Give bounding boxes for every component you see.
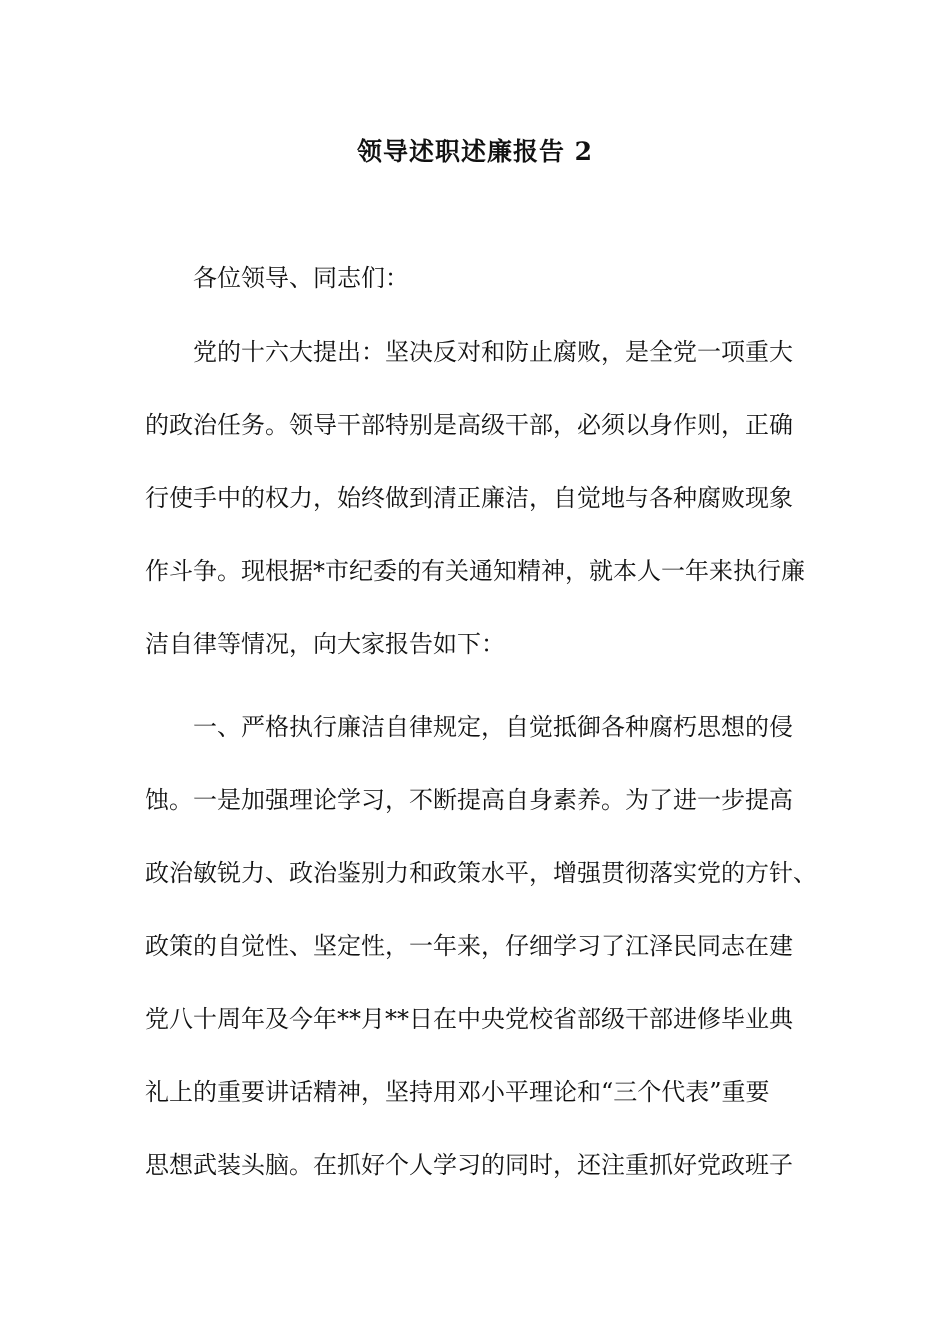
paragraph-line: 政治敏锐力、政治鉴别力和政策水平，增强贯彻落实党的方针、 [145, 859, 817, 887]
paragraph-line: 作斗争。现根据*市纪委的有关通知精神，就本人一年来执行廉 [145, 557, 805, 585]
document-title: 领导述职述廉报告 2 [356, 137, 594, 166]
paragraph-line: 一、严格执行廉洁自律规定，自觉抵御各种腐朽思想的侵 [193, 713, 793, 741]
paragraph-line: 蚀。一是加强理论学习，不断提高自身素养。为了进一步提高 [145, 786, 793, 814]
paragraph-line: 思想武装头脑。在抓好个人学习的同时，还注重抓好党政班子 [145, 1151, 793, 1179]
paragraph-line: 洁自律等情况，向大家报告如下： [145, 630, 505, 658]
paragraph-line: 党八十周年及今年**月**日在中央党校省部级干部进修毕业典 [145, 1005, 793, 1033]
paragraph-line: 的政治任务。领导干部特别是高级干部，必须以身作则，正确 [145, 411, 793, 439]
paragraph-line: 行使手中的权力，始终做到清正廉洁，自觉地与各种腐败现象 [145, 484, 793, 512]
paragraph-line: 政策的自觉性、坚定性，一年来，仔细学习了江泽民同志在建 [145, 932, 793, 960]
paragraph-line: 党的十六大提出：坚决反对和防止腐败，是全党一项重大 [193, 338, 793, 366]
salutation: 各位领导、同志们： [193, 264, 409, 292]
paragraph-line: 礼上的重要讲话精神，坚持用邓小平理论和“三个代表”重要 [145, 1078, 770, 1106]
